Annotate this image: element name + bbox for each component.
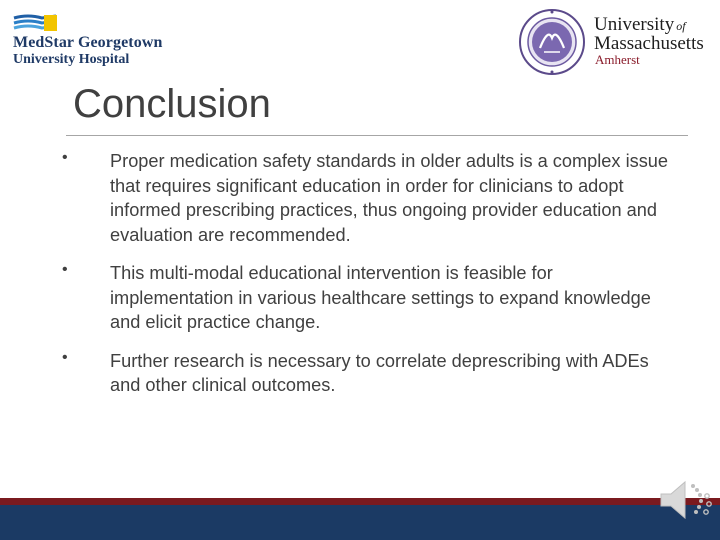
bullet-text: Further research is necessary to correlate deprescribing with ADEs and other clinical outcomes.	[110, 350, 649, 395]
umass-line3: Amherst	[595, 52, 640, 67]
nursing-association-seal-icon	[518, 8, 586, 76]
bullet-text: Proper medication safety standards in older adults is a complex issue that requires significant education in order for clinicians to adopt informed prescribing practices, thus ongoing provider education and evaluation are recommended.	[110, 151, 669, 245]
umass-amherst-logo	[594, 14, 714, 66]
bullet-text: This multi-modal educational intervention is feasible for implementation in various healthcare settings to expand knowledge and elicit practice change.	[110, 263, 651, 332]
footer-accent-bar	[0, 498, 720, 505]
umass-university-text: University	[594, 14, 675, 35]
speaker-icon[interactable]	[655, 474, 715, 526]
bullet-icon: •	[62, 261, 68, 278]
title-divider	[66, 135, 688, 136]
medstar-name-line1: MedStar Georgetown	[13, 34, 163, 51]
bullet-icon: •	[62, 348, 68, 366]
bullet-list	[62, 149, 672, 412]
bullet-item	[62, 149, 672, 247]
bullet-icon: •	[62, 149, 68, 166]
bullet-item	[62, 261, 672, 335]
medstar-name-line2: University Hospital	[13, 52, 130, 67]
medstar-georgetown-logo	[10, 14, 170, 66]
footer-bar	[0, 505, 720, 540]
medstar-wave-icon	[12, 14, 58, 32]
slide-title: Conclusion	[73, 82, 271, 126]
bullet-item	[62, 349, 672, 398]
umass-of-text: of	[676, 19, 686, 33]
umass-line2: Massachusetts	[594, 33, 704, 54]
